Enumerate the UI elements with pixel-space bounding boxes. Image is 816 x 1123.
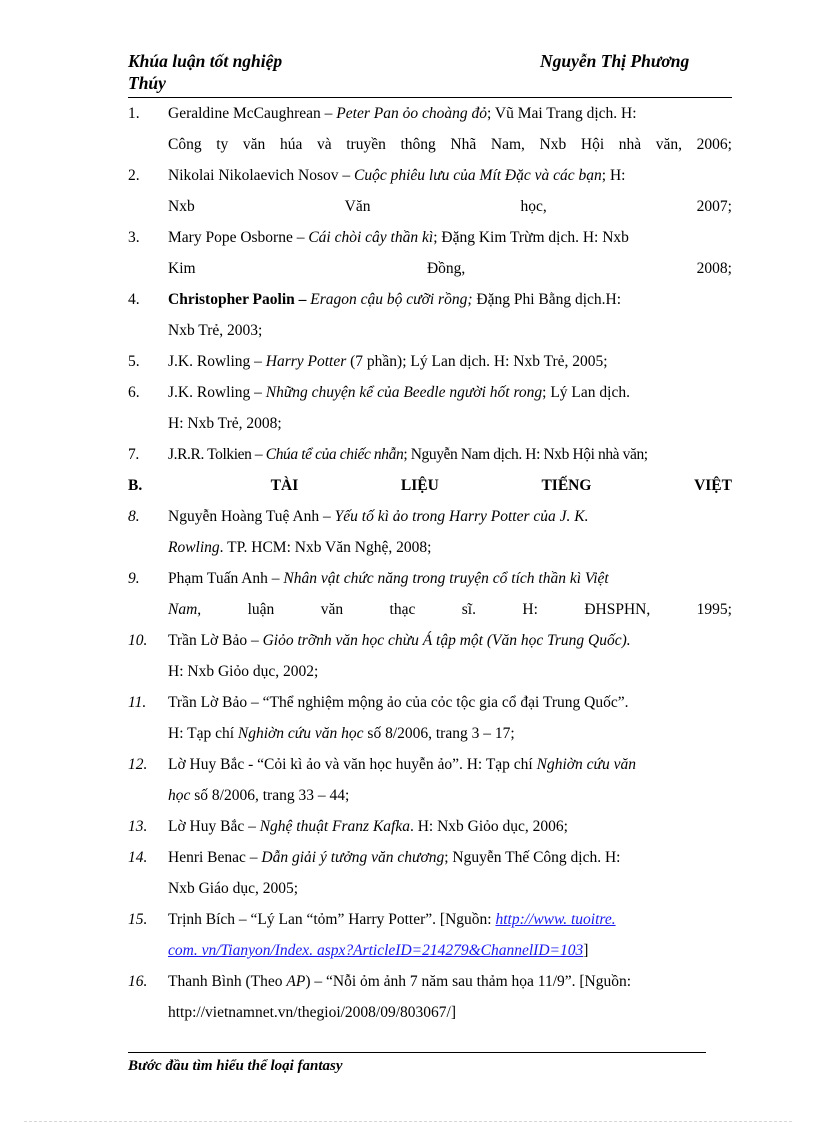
footer-rule: [128, 1052, 706, 1053]
reference-item: 11. Trần Lờ Bảo – “Thể nghiệm mộng ảo của cỏc tộc gia cổ đại Trung Quốc”. H: Tạp chí Nghiờn cứu văn học số 8/2006, trang 3 – 17;: [128, 687, 732, 749]
reference-number: 7.: [128, 446, 139, 463]
reference-item: 13. Lờ Huy Bắc – Nghệ thuật Franz Kafka. H: Nxb Giỏo dục, 2006;: [128, 811, 732, 842]
reference-number: 12.: [128, 756, 148, 773]
reference-item: 5. J.K. Rowling – Harry Potter (7 phần); Lý Lan dịch. H: Nxb Trẻ, 2005;: [128, 346, 732, 377]
page-break-divider: [24, 1121, 792, 1122]
reference-number: 8.: [128, 508, 140, 525]
reference-number: 11.: [128, 694, 147, 711]
reference-list: [128, 98, 732, 1028]
reference-number: 5.: [128, 353, 140, 370]
reference-item: 8. Nguyễn Hoàng Tuệ Anh – Yếu tố kì ảo trong Harry Potter của J. K. Rowling. TP. HCM: Nxb Văn Nghệ, 2008;: [128, 501, 732, 563]
reference-item: 12. Lờ Huy Bắc - “Cỏi kì ảo và văn học huyễn ảo”. H: Tạp chí Nghiờn cứu văn học số 8/2006, trang 33 – 44;: [128, 749, 732, 811]
section-heading: B. TÀI LIỆU TIẾNG VIỆT: [128, 477, 732, 494]
reference-item: 4. Christopher Paolin – Eragon cậu bộ cưỡi rồng; Đặng Phi Bằng dịch.H: Nxb Trẻ, 2003;: [128, 284, 732, 346]
page-footer: Bước đầu tìm hiểu thể loại fantasy: [128, 1058, 343, 1074]
reference-number: 15.: [128, 911, 148, 928]
header-thesis-label: Khúa luận tốt nghiệp: [128, 51, 283, 71]
header-author-continuation: Thúy: [128, 73, 166, 93]
reference-number: 10.: [128, 632, 148, 649]
reference-item: 15. Trịnh Bích – “Lý Lan “tỏm” Harry Potter”. [Nguồn: http://www. tuoitre. com. vn/Tianyon/Index. aspx?ArticleID=214279&ChannelID=103]: [128, 904, 732, 966]
reference-item: 16. Thanh Bình (Theo AP) – “Nỗi ỏm ảnh 7 năm sau thảm họa 11/9”. [Nguồn: http://vietnamnet.vn/thegioi/2008/09/803067/]: [128, 966, 732, 1028]
reference-number: 1.: [128, 105, 140, 122]
reference-number: 13.: [128, 818, 148, 835]
reference-number: 4.: [128, 291, 140, 308]
reference-item: 2. Nikolai Nikolaevich Nosov – Cuộc phiêu lưu của Mít Đặc và các bạn; H: Nxb Văn học, 2007;: [128, 160, 732, 222]
reference-item: 9. Phạm Tuấn Anh – Nhân vật chức năng trong truyện cổ tích thần kì Việt Nam, luận văn thạc sĩ. H: ĐHSPHN, 1995;: [128, 563, 732, 625]
reference-number: 2.: [128, 167, 140, 184]
reference-number: 9.: [128, 570, 140, 587]
reference-number: 16.: [128, 973, 148, 990]
reference-item: 1. Geraldine McCaughrean – Peter Pan ỏo choàng đỏ; Vũ Mai Trang dịch. H: Công ty văn húa và truyền thông Nhã Nam, Nxb Hội nhà văn, 2006;: [128, 98, 732, 160]
header-author-name: Nguyễn Thị Phương: [540, 51, 690, 71]
page-header: [128, 50, 732, 98]
reference-item: 14. Henri Benac – Dẫn giải ý tưởng văn chương; Nguyễn Thế Công dịch. H: Nxb Giáo dục, 2005;: [128, 842, 732, 904]
reference-number: 14.: [128, 849, 148, 866]
reference-item: 10. Trần Lờ Bảo – Giỏo trỡnh văn học chừu Á tập một (Văn học Trung Quốc). H: Nxb Giỏo dục, 2002;: [128, 625, 732, 687]
reference-number: 6.: [128, 384, 140, 401]
reference-item: 3. Mary Pope Osborne – Cái chòi cây thần kì; Đặng Kim Trừm dịch. H: Nxb Kim Đồng, 2008;: [128, 222, 732, 284]
source-link[interactable]: http://www. tuoitre.: [495, 911, 616, 928]
reference-item: 6. J.K. Rowling – Những chuyện kể của Beedle người hốt rong; Lý Lan dịch. H: Nxb Trẻ, 2008;: [128, 377, 732, 439]
reference-number: 3.: [128, 229, 140, 246]
source-link[interactable]: com. vn/Tianyon/Index. aspx?ArticleID=214279&ChannelID=103: [168, 942, 584, 959]
reference-item: 7. J.R.R. Tolkien – Chúa tể của chiếc nhẫn; Nguyễn Nam dịch. H: Nxb Hội nhà văn;: [128, 439, 732, 470]
